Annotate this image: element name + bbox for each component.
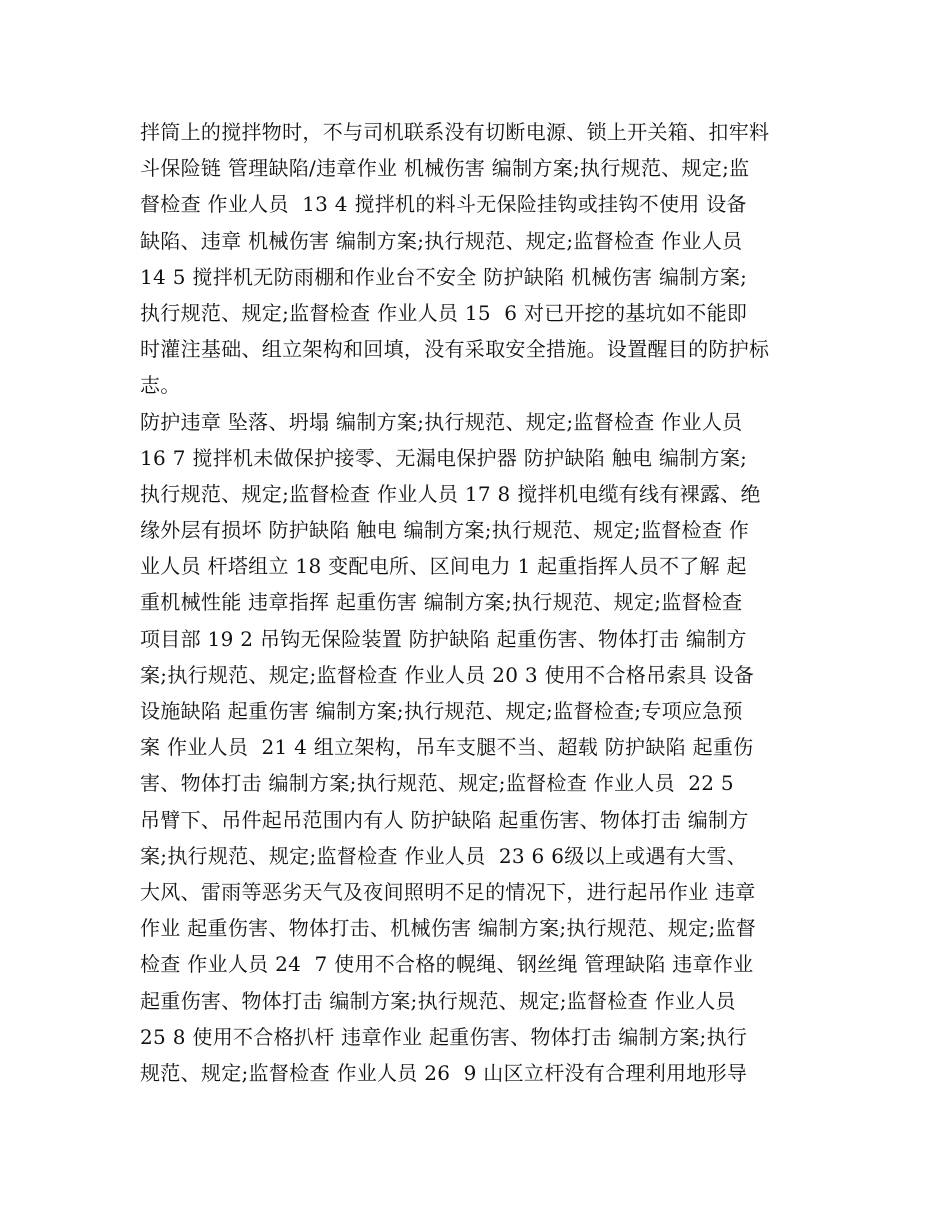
text-line: 吊臂下、吊件起吊范围内有人 防护缺陷 起重伤害、物体打击 编制方 xyxy=(140,807,749,832)
text-line: 规范、规定;监督检查 作业人员 26 9 山区立杆没有合理利用地形导 xyxy=(140,1060,748,1085)
text-line: 执行规范、规定;监督检查 作业人员 15 6 对已开挖的基坑如不能即 xyxy=(140,300,748,325)
text-line: 防护违章 坠落、坍塌 编制方案;执行规范、规定;监督检查 作业人员 xyxy=(140,409,743,434)
text-line: 害、物体打击 编制方案;执行规范、规定;监督检查 作业人员 22 5 xyxy=(140,771,734,796)
text-line: 14 5 搅拌机无防雨棚和作业台不安全 防护缺陷 机械伤害 编制方案; xyxy=(140,264,748,289)
text-line: 缺陷、违章 机械伤害 编制方案;执行规范、规定;监督检查 作业人员 xyxy=(140,228,743,253)
text-line: 重机械性能 违章指挥 起重伤害 编制方案;执行规范、规定;监督检查 xyxy=(140,590,743,615)
text-line: 时灌注基础、组立架构和回填，没有采取安全措施。设置醒目的防护标 xyxy=(140,337,770,362)
text-line: 大风、雷雨等恶劣天气及夜间照明不足的情况下，进行起吊作业 违章 xyxy=(140,879,756,904)
text-line: 起重伤害、物体打击 编制方案;执行规范、规定;监督检查 作业人员 xyxy=(140,988,736,1013)
text-line: 案;执行规范、规定;监督检查 作业人员 20 3 使用不合格吊索具 设备 xyxy=(140,662,755,687)
text-line: 作业 起重伤害、物体打击、机械伤害 编制方案;执行规范、规定;监督 xyxy=(140,916,757,941)
document-body xyxy=(140,114,820,1091)
text-line: 25 8 使用不合格扒杆 违章作业 起重伤害、物体打击 编制方案;执行 xyxy=(140,1024,748,1049)
text-line: 项目部 19 2 吊钩无保险装置 防护缺陷 起重伤害、物体打击 编制方 xyxy=(140,626,747,651)
paragraph-1 xyxy=(140,114,820,404)
text-line: 志。 xyxy=(140,373,181,398)
text-line: 业人员 杆塔组立 18 变配电所、区间电力 1 起重指挥人员不了解 起 xyxy=(140,554,747,579)
text-line: 案;执行规范、规定;监督检查 作业人员 23 6 6级以上或遇有大雪、 xyxy=(140,843,747,868)
text-line: 斗保险链 管理缺陷/违章作业 机械伤害 编制方案;执行规范、规定;监 xyxy=(140,156,750,181)
text-line: 督检查 作业人员 13 4 搅拌机的料斗无保险挂钩或挂钩不使用 设备 xyxy=(140,192,747,217)
text-line: 拌筒上的搅拌物时，不与司机联系没有切断电源、锁上开关箱、扣牢料 xyxy=(140,120,770,144)
text-line: 设施缺陷 起重伤害 编制方案;执行规范、规定;监督检查;专项应急预 xyxy=(140,699,743,723)
text-line: 案 作业人员 21 4 组立架构，吊车支腿不当、超载 防护缺陷 起重伤 xyxy=(140,735,754,760)
text-line: 检查 作业人员 24 7 使用不合格的幌绳、钢丝绳 管理缺陷 违章作业 xyxy=(140,952,754,977)
text-line: 缘外层有损坏 防护缺陷 触电 编制方案;执行规范、规定;监督检查 作 xyxy=(140,518,750,543)
text-line: 16 7 搅拌机未做保护接零、无漏电保护器 防护缺陷 触电 编制方案; xyxy=(140,445,748,470)
text-line: 执行规范、规定;监督检查 作业人员 17 8 搅拌机电缆有线有裸露、绝 xyxy=(140,481,761,506)
paragraph-2 xyxy=(140,404,820,1092)
